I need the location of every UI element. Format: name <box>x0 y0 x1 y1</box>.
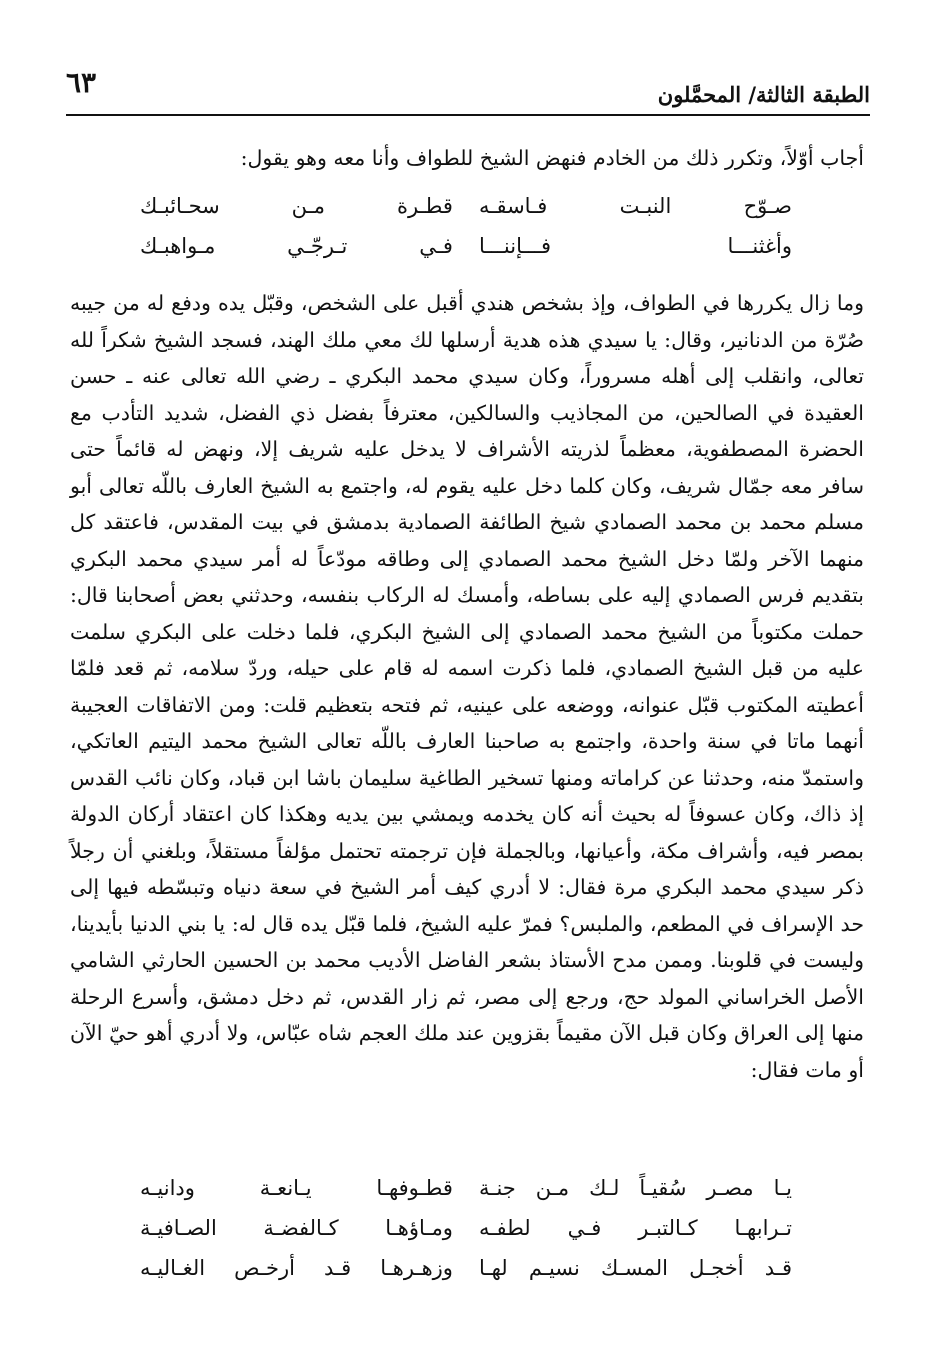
verse-row <box>140 1168 792 1208</box>
page-number: ٦٣ <box>66 66 97 99</box>
verse-first-hemistich: قـد أخجـل المسـك نسيـم لهـا <box>479 1256 792 1280</box>
running-head: الطبقة الثالثة/ المحمَّلون <box>657 82 870 107</box>
intro-line: أجاب أوّلاً، وتكرر ذلك من الخادم فنهض الشيخ للطواف وأنا معه وهو يقول: <box>240 146 864 170</box>
verse-row <box>140 1248 792 1288</box>
verse-first-hemistich: صـوّح النبـت فـاسقـه <box>479 194 792 218</box>
verse-row <box>140 1208 792 1248</box>
verse-row <box>140 226 792 266</box>
verse-row <box>140 186 792 226</box>
verse-second-hemistich: قطـوفهـا يـانعـة ودانيـه <box>140 1176 453 1200</box>
header-divider <box>66 114 870 116</box>
verse-second-hemistich: ومـاؤهـا كـالفضـة الصـافيـة <box>140 1216 453 1240</box>
verse-first-hemistich: يـا مصـر سُقيـاً لـك مـن جنـة <box>479 1176 792 1200</box>
verse-second-hemistich: قطـرة مـن سحـائبـك <box>140 194 453 218</box>
verse-first-hemistich: وأغثنـــا فـــإننـــا <box>479 234 792 258</box>
verse-block-2 <box>140 1168 792 1288</box>
verse-first-hemistich: تـرابهـا كـالتبـر فـي لطفـه <box>479 1216 792 1240</box>
verse-second-hemistich: وزهـرهـا قـد أرخـص الغـاليـه <box>140 1256 453 1280</box>
verse-second-hemistich: فـي تـرجّـي مـواهبـك <box>140 234 453 258</box>
main-paragraph: وما زال يكررها في الطواف، وإذ بشخص هندي أقبل على الشخص، وقبّل يده ودفع له من جيبه صُرّة من الدنانير، وقال: يا سيدي هذه هدية أرسلها لك معي ملك الهند، فسجد الشيخ شكراً لله تعالى، وانقلب إلى أهله مسروراً، وكان سيدي محمد البكري ـ رضي الله تعالى عنه ـ حسن العقيدة في الصالحين، من المجاذيب والسالكين، معترفاً بفضل ذي الفضل، شديد التأدب مع الحضرة المصطفوية، معظماً لذريته الأشراف لا يدخل عليه شريف إلا، ونهض له قائماً حتى سافر معه جمّال شريف، وكان كلما دخل عليه يقوم له، واجتمع به الشيخ العارف باللّه تعالى أبو مسلم محمد بن محمد الصمادي شيخ الطائفة الصمادية بدمشق في بيت المقدس، فاعتقد كل منهما الآخر ولمّا دخل الشيخ محمد الصمادي إلى وطاقه مودّعاً له أمر سيدي محمد البكري بتقديم فرس الصمادي إليه على بساطه، وأمسك له الركاب بنفسه، وحدثني بعض أصحابنا قال: حملت مكتوباً من الشيخ محمد الصمادي إلى الشيخ البكري، فلما دخلت على البكري سلمت عليه من قبل الشيخ الصمادي، فلما ذكرت اسمه له قام على حيله، وردّ سلامه، ثم قعد فلمّا أعطيته المكتوب قبّل عنوانه، ووضعه على عينيه، ثم فتحه بتعظيم قلت: ومن الاتفاقات العجيبة أنهما ماتا في سنة واحدة، واجتمع به صاحبنا العارف باللّه تعالى الشيخ محمد اليتيم العاتكي، واستمدّ منه، وحدثنا عن كراماته ومنها تسخير الطاغية سليمان باشا ابن قباد، وكان نائب القدس إذ ذاك، وكان عسوفاً له بحيث أنه كان يخدمه ويمشي بين يديه وهكذا كان اعتقاد أركان الدولة بمصر فيه، وأشراف مكة، وأعيانها، وبالجملة فإن ترجمته تحتمل مؤلفاً مستقلاً، وبلغني أن رجلاً ذكر سيدي محمد البكري مرة فقال: لا أدري كيف أمر الشيخ في سعة دنياه وتبسّطه فيها إلى حد الإسراف في المطعم، والملبس؟ فمرّ عليه الشيخ، فلما قبّل يده قال له: يا بني الدنيا بأيدينا، وليست في قلوبنا. وممن مدح الأستاذ بشعر الفاضل الأديب محمد بن الحسين الحارثي الشامي الأصل الخراساني المولد حج، ورجع إلى مصر، ثم زار القدس، ثم دخل دمشق، وأسرع الرحلة منها إلى العراق وكان قبل الآن مقيماً بقزوين عند ملك العجم شاه عبّاس، ولا أدري أهو حيّ الآن أو مات فقال: <box>70 291 865 1082</box>
verse-block-1 <box>140 186 792 266</box>
